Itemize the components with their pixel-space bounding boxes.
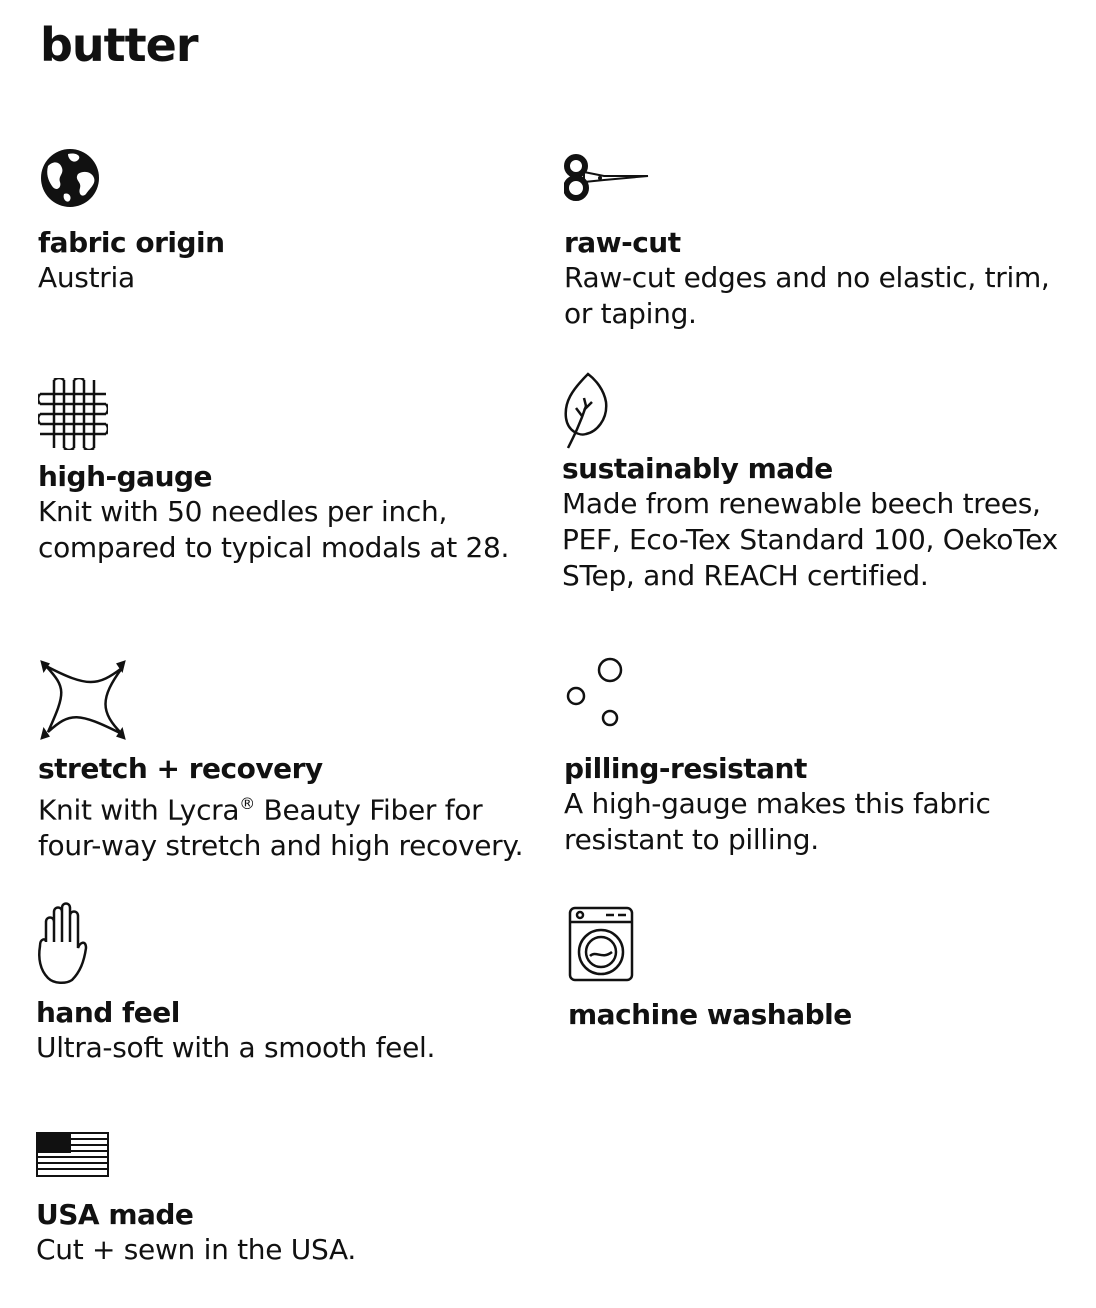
feature-fabric-origin: [38, 146, 538, 296]
feature-heading: raw-cut: [564, 226, 681, 259]
feature-description: Knit with 50 needles per inch, compared to typical modals at 28.: [38, 495, 510, 564]
feature-description: Austria: [38, 261, 135, 294]
feature-heading: high-gauge: [38, 460, 213, 493]
feature-heading: USA made: [36, 1198, 194, 1231]
scissors-icon: [564, 146, 1064, 210]
feature-usa-made: [36, 1132, 536, 1268]
feature-high-gauge: [38, 378, 538, 566]
leaf-icon: [562, 372, 1062, 450]
feature-description: [38, 786, 538, 864]
feature-description: Raw-cut edges and no elastic, trim, or taping.: [564, 261, 1050, 330]
description-text: Beauty Fiber for four-way stretch and high recovery.: [38, 793, 524, 863]
feature-stretch-recovery: [38, 660, 538, 864]
feature-machine-washable: [568, 906, 1068, 1032]
feature-description: Cut + sewn in the USA.: [36, 1233, 356, 1266]
globe-icon: [38, 146, 538, 210]
feature-heading: stretch + recovery: [38, 752, 323, 785]
feature-heading: machine washable: [568, 998, 852, 1031]
hand-icon: [36, 902, 536, 986]
feature-heading: sustainably made: [562, 452, 833, 485]
washing-machine-icon: [568, 906, 1068, 984]
registered-mark: ®: [239, 794, 255, 813]
feature-raw-cut: [564, 146, 1064, 332]
feature-description: A high-gauge makes this fabric resistant to pilling.: [564, 787, 991, 856]
page-title: butter: [40, 18, 198, 72]
stretch-star-icon: [38, 660, 538, 740]
feature-hand-feel: [36, 902, 536, 1066]
description-text: Knit with Lycra: [38, 793, 240, 827]
feature-heading: fabric origin: [38, 226, 225, 259]
feature-description: Made from renewable beech trees, PEF, Eco-Tex Standard 100, OekoTex STep, and REACH certified.: [562, 487, 1058, 592]
feature-sustainably-made: [562, 372, 1062, 594]
feature-pilling-resistant: [564, 656, 1064, 858]
knit-mesh-icon: [38, 378, 538, 450]
bubbles-icon: [564, 656, 1064, 736]
usa-flag-icon: [36, 1132, 536, 1178]
feature-heading: hand feel: [36, 996, 180, 1029]
feature-description: Ultra-soft with a smooth feel.: [36, 1031, 436, 1064]
feature-heading: pilling-resistant: [564, 752, 807, 785]
